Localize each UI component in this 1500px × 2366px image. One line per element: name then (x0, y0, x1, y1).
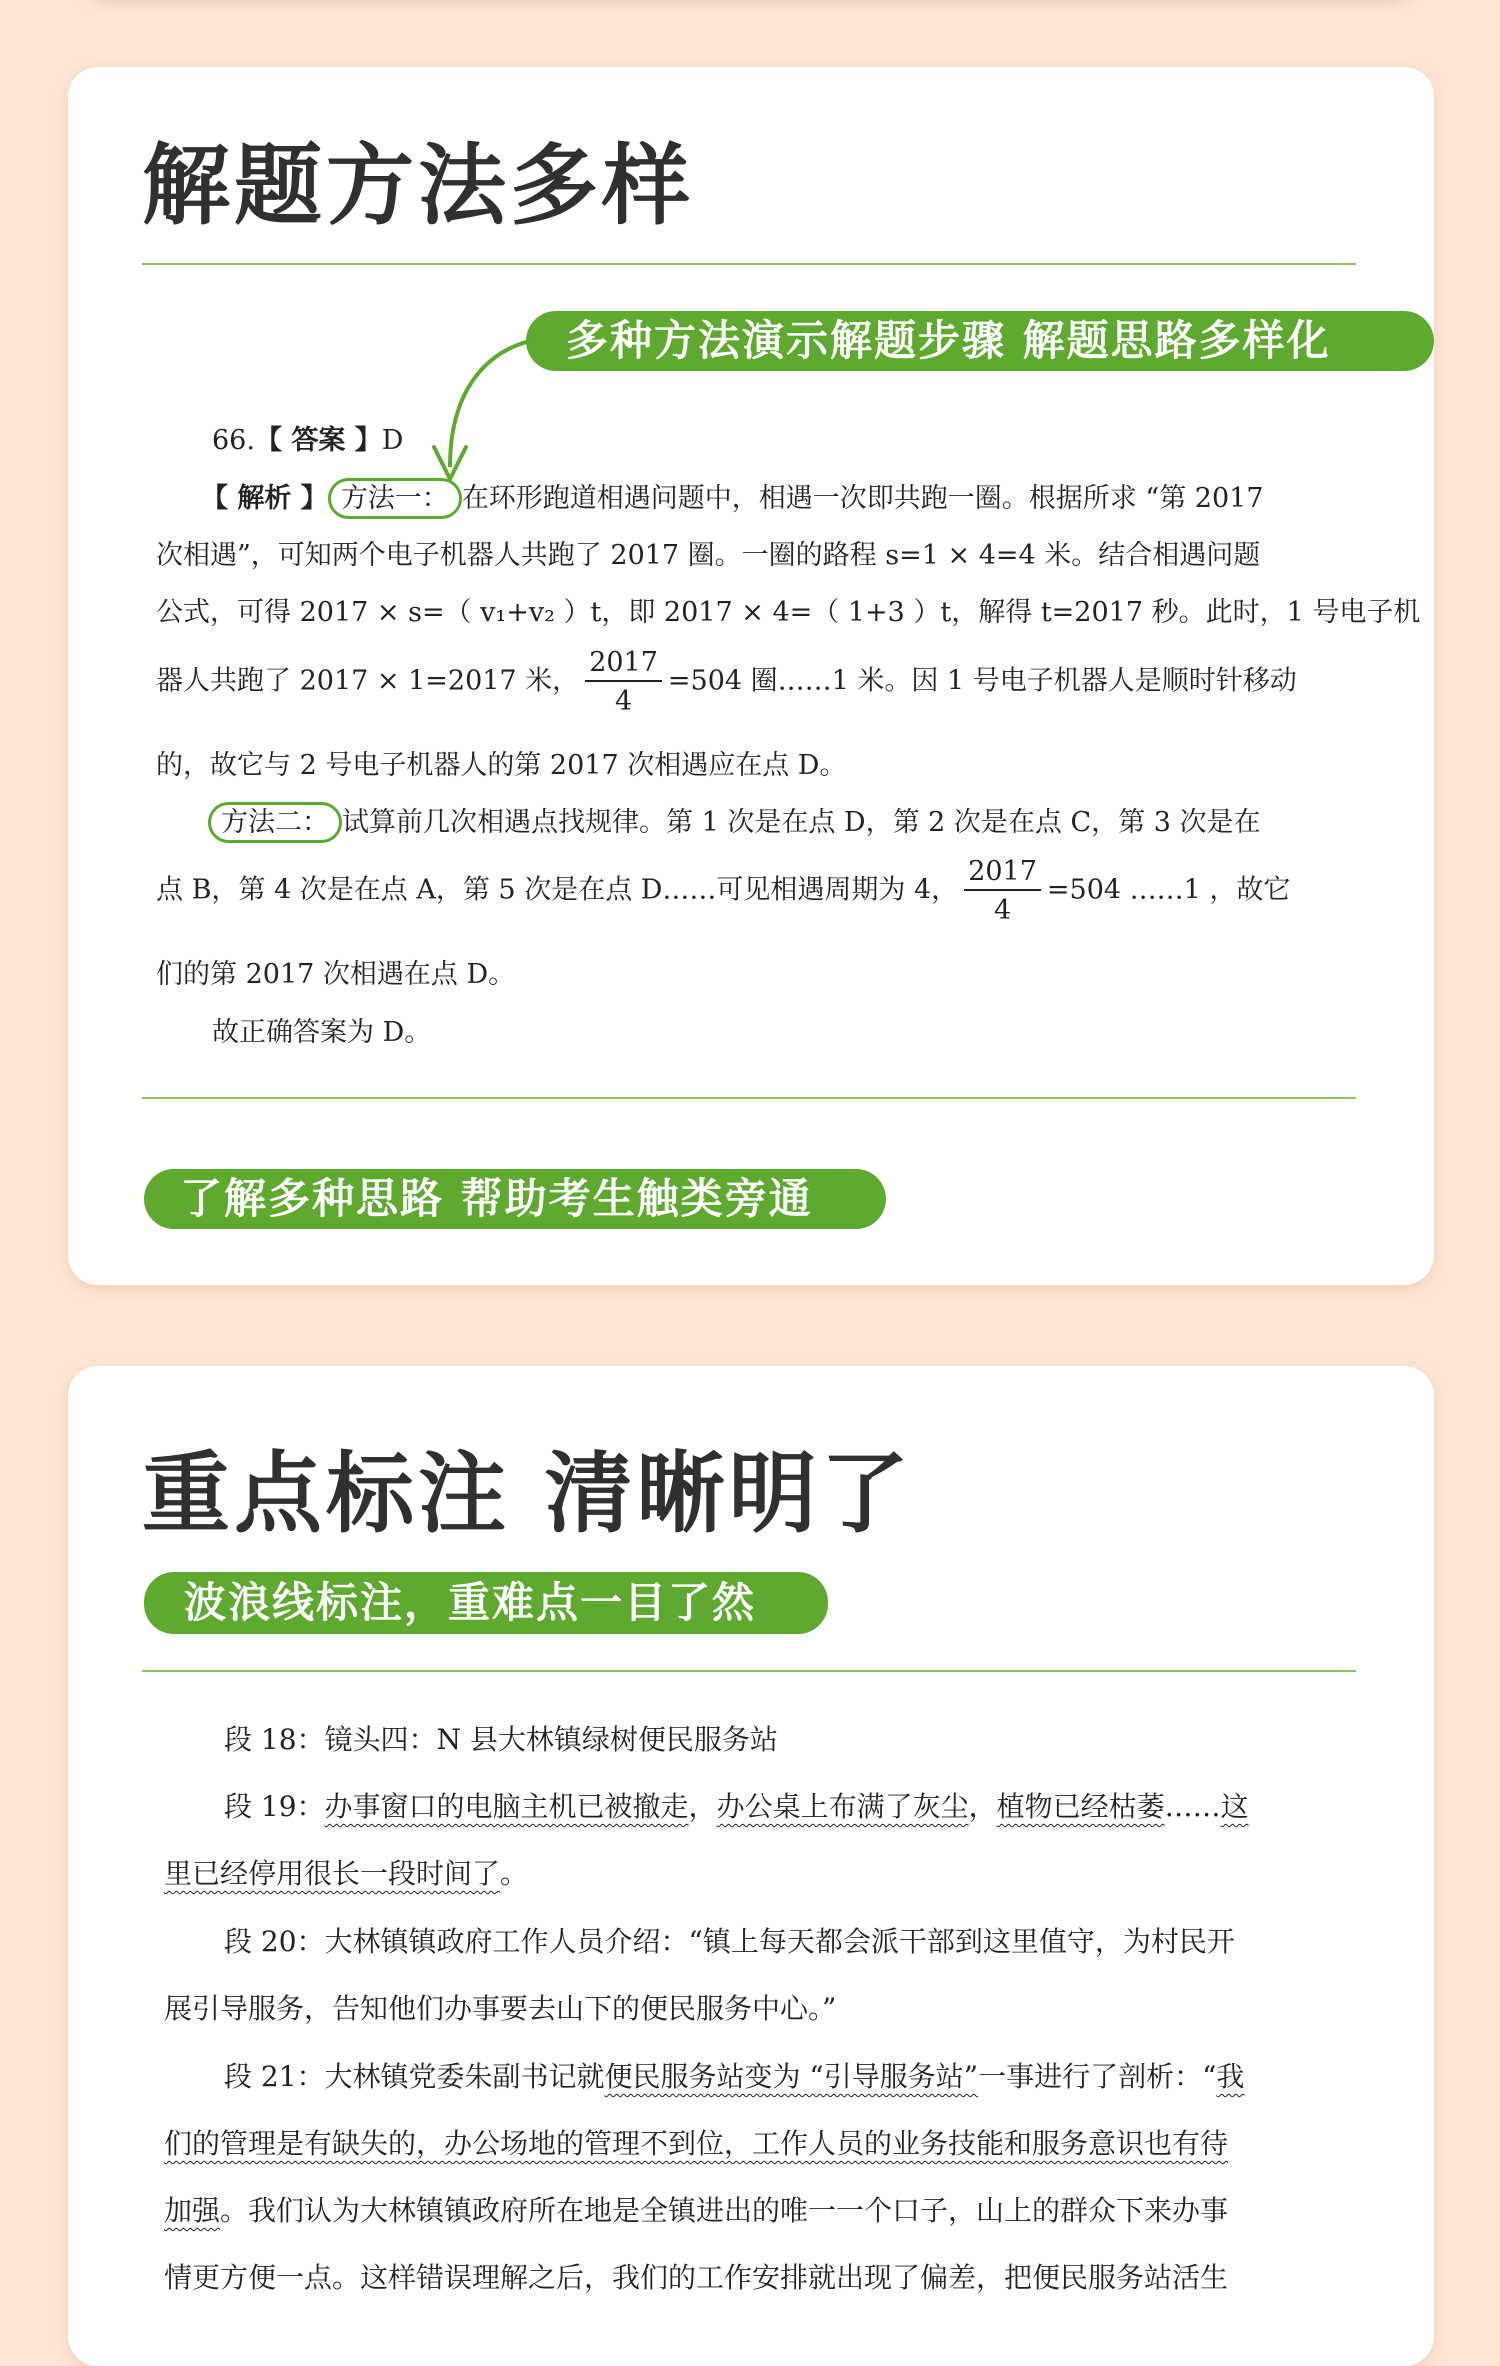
segment-20-line-1: 段 20：大林镇镇政府工作人员介绍：“镇上每天都会派干部到这里值守，为村民开 (224, 1925, 1235, 1958)
seg19-highlight-2: 办公桌上布满了灰尘 (716, 1790, 969, 1823)
analysis-line-4 (156, 649, 1297, 715)
segment-21-line-3 (164, 2194, 1229, 2227)
analysis-line-3: 公式，可得 2017 × s=（ v₁+v₂ ）t，即 2017 × 4=（ 1+3 ）t，解得 t=2017 秒。此时，1 号电子机 (156, 597, 1421, 628)
methods-card (68, 67, 1434, 1285)
answer-label: 【 答案 】 (254, 425, 382, 456)
seg19-comma-2: ， (968, 1790, 997, 1823)
seg19-period: 。 (500, 1857, 529, 1890)
line4-pre: 器人共跑了 2017 × 1=2017 米， (156, 665, 580, 697)
analysis-label: 【 解析 】 (201, 483, 328, 514)
method2-label: 方法二： (208, 802, 342, 843)
seg21-highlight-4: 加强 (164, 2194, 221, 2227)
analysis-line-2: 次相遇”，可知两个电子机器人共跑了 2017 圈。一圈的路程 s=1 × 4=4 米。结合相遇问题 (156, 540, 1261, 571)
seg21-highlight-1: 便民服务站变为 “引导服务站” (604, 2060, 979, 2093)
segment-20-line-2: 展引导服务，告知他们办事要去山下的便民服务中心。” (164, 1992, 837, 2025)
segment-21-line-2 (164, 2127, 1229, 2160)
line7-pre: 点 B，第 4 次是在点 A，第 5 次是在点 D……可见相遇周期为 4， (156, 874, 959, 906)
title-divider (142, 1670, 1356, 1672)
seg19-highlight-5: 里已经停用很长一段时间了 (164, 1857, 501, 1890)
seg19-comma-1: ， (688, 1790, 717, 1823)
seg21-prefix: 段 21：大林镇党委朱副书记就 (224, 2060, 605, 2093)
analysis-line-5: 的，故它与 2 号电子机器人的第 2017 次相遇应在点 D。 (156, 750, 847, 781)
analysis-line-1 (201, 485, 1264, 512)
seg19-highlight-1: 办事窗口的电脑主机已被撤走 (324, 1790, 689, 1823)
line7-post: =504 ……1 ，故它 (1046, 874, 1291, 906)
segment-18: 段 18：镜头四：N 县大林镇绿树便民服务站 (224, 1723, 778, 1756)
answer-value: D (381, 425, 404, 456)
highlights-card (68, 1366, 1434, 2366)
bottom-divider (142, 1097, 1356, 1099)
question-number: 66. (212, 425, 255, 456)
analysis-line-6 (208, 809, 1261, 836)
seg21-highlight-3: 们的管理是有缺失的，办公场地的管理不到位，工作人员的业务技能和服务意识也有待 (164, 2127, 1229, 2160)
fraction-numerator: 2017 (585, 649, 662, 682)
insight-banner: 了解多种思路 帮助考生触类旁通 (144, 1169, 886, 1229)
line1-text: 在环形跑道相遇问题中，相遇一次即共跑一圈。根据所求 “第 2017 (461, 483, 1264, 514)
card-title: 重点标注 清晰明了 (142, 1442, 913, 1545)
seg21-middle: 一事进行了剖析：“ (978, 2060, 1217, 2093)
analysis-line-7 (156, 858, 1290, 924)
fraction-denominator: 4 (614, 686, 633, 717)
wavy-banner: 波浪线标注，重难点一目了然 (144, 1572, 828, 1634)
line6-text: 试算前几次相遇点找规律。第 1 次是在点 D，第 2 次是在点 C，第 3 次是在 (342, 807, 1261, 838)
segment-19-line-2 (164, 1857, 529, 1890)
segment-19-line-1 (224, 1790, 1249, 1823)
segment-21-line-1 (224, 2060, 1245, 2093)
fraction-2017-over-4-b (964, 858, 1041, 924)
seg19-highlight-3: 植物已经枯萎 (996, 1790, 1165, 1823)
seg19-highlight-4: 这 (1220, 1790, 1249, 1823)
method1-label: 方法一： (328, 478, 462, 519)
methods-banner: 多种方法演示解题步骤 解题思路多样化 (526, 311, 1434, 371)
card-title: 解题方法多样 (142, 134, 695, 237)
final-answer-line: 故正确答案为 D。 (212, 1017, 432, 1048)
fraction-numerator: 2017 (964, 858, 1041, 891)
segment-21-line-4: 情更方便一点。这样错误理解之后，我们的工作安排就出现了偏差，把便民服务站活生 (164, 2261, 1229, 2294)
analysis-line-8: 们的第 2017 次相遇在点 D。 (156, 959, 516, 990)
answer-line (212, 427, 403, 454)
fraction-2017-over-4 (585, 649, 662, 715)
fraction-denominator: 4 (993, 895, 1012, 926)
seg21-highlight-2: 我 (1216, 2060, 1245, 2093)
seg19-ellipsis: …… (1164, 1790, 1221, 1823)
seg21-line3-rest: 。我们认为大林镇镇政府所在地是全镇进出的唯一一个口子，山上的群众下来办事 (220, 2194, 1229, 2227)
line4-post: =504 圈……1 米。因 1 号电子机器人是顺时针移动 (667, 665, 1297, 697)
title-divider (142, 263, 1356, 265)
seg19-prefix: 段 19： (224, 1790, 325, 1823)
